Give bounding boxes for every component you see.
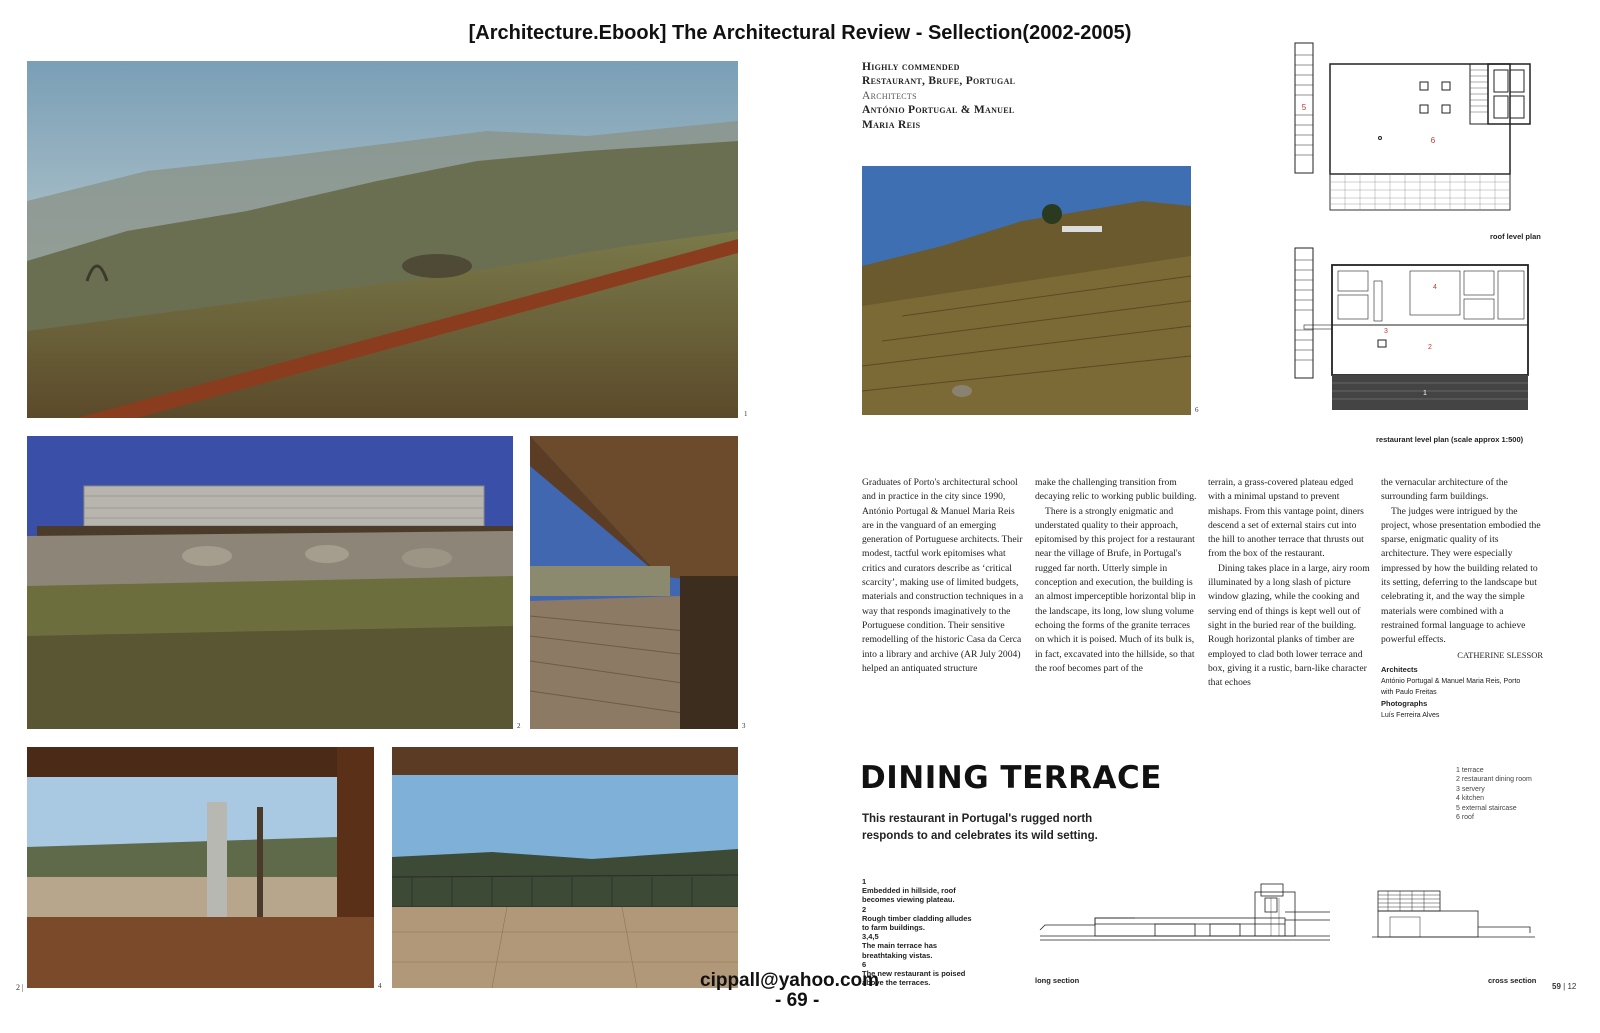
roof-level-plan [1290, 40, 1540, 240]
body-paragraph: Dining takes place in a large, airy room illuminated by a long slash of picture window glazing, while the cooking and serving end of things is kept well out of sight in the buried rear of the building. Rough horizontal planks of timber are employed to clad both lower terrace and box, giving it a rustic, barn-like character that echoes [1208, 562, 1370, 689]
body-paragraph: The judges were intrigued by the project, whose presentation embodied the sparse, enigmatic quality of its architecture. They were especially impressed by how the building related to its setting, deferring to the landscape but celebrating it, and the way the simple materials were combined with a restrained formal language to achieve powerful effects. [1381, 505, 1541, 646]
figure-number: 4 [378, 982, 382, 990]
architects-name-2: Maria Reis [862, 118, 921, 131]
standfirst: This restaurant in Portugal's rugged north responds to and celebrates its wild setting. [862, 813, 1098, 842]
body-paragraph: the vernacular architecture of the surrounding farm buildings. [1381, 477, 1508, 503]
legend-item: 1 terrace [1456, 767, 1484, 774]
photo-terraced-hillside [862, 166, 1191, 415]
author-byline: CATHERINE SLESSOR [1457, 649, 1543, 660]
legend-item: 3 servery [1456, 785, 1485, 793]
project-name: Restaurant, Brufe, Portugal [862, 75, 1016, 88]
caption-number: 6 [862, 959, 867, 969]
legend-item: 2 restaurant dining room [1456, 776, 1532, 784]
body-column-1 [862, 476, 1024, 676]
award-label: Highly commended [862, 61, 960, 73]
plan-mark: 3 [1384, 328, 1388, 335]
photo-terrace-vista [392, 747, 738, 988]
figure-number: 1 [744, 410, 748, 418]
body-column-3 [1208, 476, 1370, 690]
project-header [862, 60, 1015, 132]
caption-number: 3,4,5 [862, 932, 879, 942]
headline: DINING TERRACE [860, 760, 1162, 796]
plan-mark: 2 [1428, 344, 1432, 351]
legend-item: 6 roof [1456, 814, 1474, 822]
folio-left: 2 | [16, 983, 24, 992]
figure-number: 6 [1195, 406, 1199, 414]
restaurant-level-plan [1290, 245, 1540, 445]
folio-issue: | 12 [1563, 982, 1577, 991]
credits-collaborator: with Paulo Freitas [1381, 688, 1437, 696]
caption-text: The main terrace has breathtaking vistas. [862, 941, 938, 960]
folio-page-number: 59 [1552, 982, 1561, 991]
long-section-label: long section [1035, 976, 1080, 985]
restaurant-plan-label: restaurant level plan (scale approx 1:500) [1376, 435, 1524, 444]
footer-page-number: - 69 - [775, 990, 820, 1011]
figure-number: 3 [742, 722, 746, 730]
legend-item: 5 external staircase [1456, 804, 1517, 812]
architects-name-1: António Portugal & Manuel [862, 104, 1015, 117]
legend-item: 4 kitchen [1456, 795, 1485, 803]
figure-number: 2 [517, 722, 521, 730]
plan-mark: 1 [1423, 390, 1427, 397]
caption-number: 1 [862, 877, 867, 886]
long-section-drawing [1035, 880, 1335, 985]
photo-captions [862, 877, 980, 987]
plan-mark: 4 [1433, 284, 1437, 291]
body-paragraph: make the challenging transition from decaying relic to working public building. [1035, 477, 1197, 503]
photo-building-stone-base [27, 436, 513, 729]
photo-hillside-landscape [27, 61, 738, 418]
credits-architects-label: Architects [1381, 664, 1418, 674]
body-column-4 [1381, 476, 1543, 721]
body-column-2 [1035, 476, 1197, 676]
body-paragraph: Graduates of Porto's architectural school and in practice in the city since 1990, António Portugal & Manuel Maria Reis are in the vanguard of an emerging generation of Portuguese architects. Their modest, tactful work epitomises what critics and curators describe as ‘critical scarcity’, making use of limited budgets, materials and construction techniques in a way that responds imaginatively to the Portuguese condition. Their sensitive remodelling of the historic Casa da Cerca into a library and archive (AR July 2004) helped an antiquated structure [862, 477, 1024, 674]
plan-legend [1456, 766, 1532, 822]
cross-section-label: cross section [1488, 976, 1537, 985]
body-paragraph: terrain, a grass-covered plateau edged with a minimal upstand to prevent mishaps. From this vantage point, diners descend a set of external stairs cut into the hill to another terrace that thrusts out from the box of the restaurant. [1208, 477, 1364, 560]
photo-dining-interior [27, 747, 374, 988]
credits-photographs-label: Photographs [1381, 698, 1428, 708]
caption-text: The new restaurant is poised above the terraces. [862, 969, 966, 988]
photo-timber-deck [530, 436, 738, 729]
architects-label: Architects [862, 89, 917, 102]
credits-photographer: Luís Ferreira Alves [1381, 711, 1440, 719]
plan-mark: 6 [1430, 136, 1436, 145]
body-paragraph: There is a strongly enigmatic and understated quality to their approach, epitomised by this project for a restaurant near the village of Brufe, in Portugal's rugged far north. Utterly simple in conception and execution, the building is an almost imperceptible horizontal blip in the landscape, its long, low slung volume echoing the forms of the granite terraces on which it is poised. Much of its bulk is, in fact, excavated into the hillside, so that the roof becomes part of the [1035, 505, 1196, 674]
caption-text: Rough timber cladding alludes to farm buildings. [862, 913, 972, 933]
plan-mark: 5 [1301, 103, 1307, 112]
caption-number: 2 [862, 904, 867, 914]
folio-right [1552, 982, 1576, 991]
document-title: [Architecture.Ebook] The Architectural Review - Sellection(2002-2005) [468, 22, 1132, 44]
credits [1381, 664, 1543, 721]
caption-text: Embedded in hillside, roof becomes viewing plateau. [862, 886, 956, 905]
cross-section-drawing [1370, 885, 1540, 985]
roof-plan-label: roof level plan [1490, 232, 1541, 241]
footer-email: cippall@yahoo.com [700, 970, 880, 991]
credits-architects: António Portugal & Manuel Maria Reis, Porto [1381, 677, 1521, 685]
